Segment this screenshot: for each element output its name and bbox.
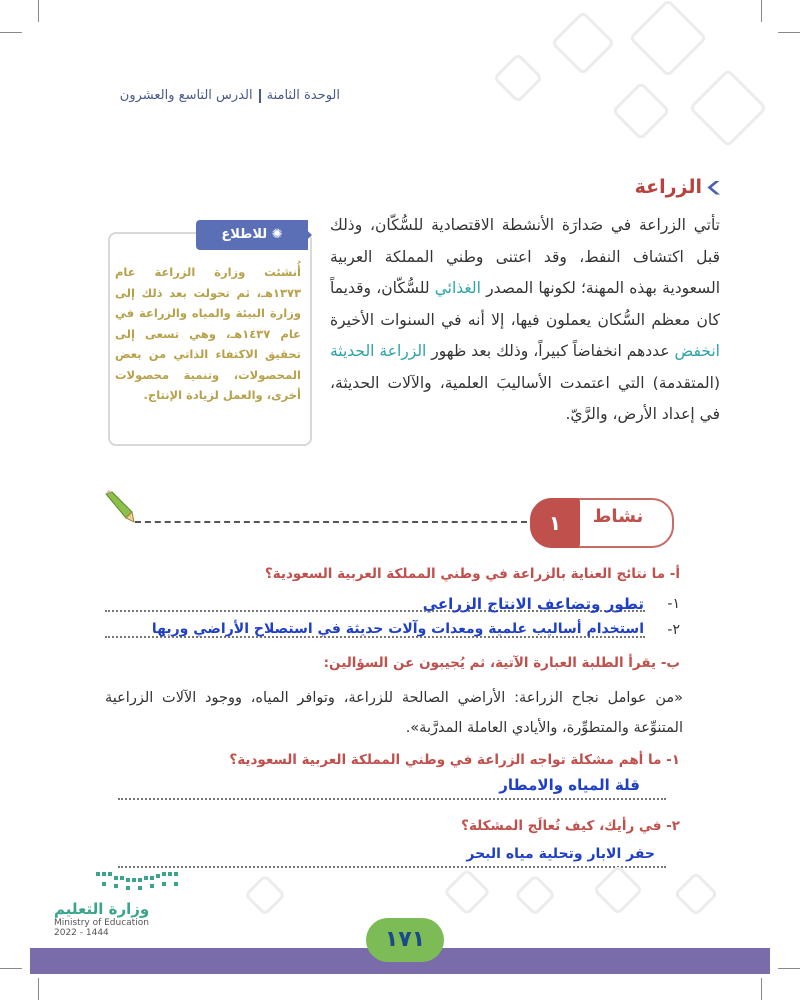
highlight-term: انخفض — [674, 342, 720, 360]
answer-b1[interactable]: قلة المياه والامطار — [499, 776, 640, 794]
crop-mark — [761, 978, 762, 1000]
lesson-label: الدرس التاسع والعشرون — [119, 88, 253, 103]
question-b: ب- يقرأ الطلبة العبارة الآتية، ثم يُجيبون عن السؤالين: — [323, 655, 680, 671]
crop-mark — [38, 978, 39, 1000]
decorative-square — [611, 81, 670, 140]
answer-2[interactable]: استخدام أساليب علمية ومعدات وآلات حديثة في استصلاح الأراضي وريها — [151, 621, 644, 637]
ministry-name-en: Ministry of Education — [54, 918, 149, 928]
activity-label: نشاط — [592, 506, 644, 527]
decorative-square — [673, 871, 718, 916]
decorative-square — [688, 68, 767, 147]
crop-mark — [761, 0, 762, 22]
ministry-year: 2022 - 1444 — [54, 928, 109, 938]
main-paragraph — [330, 210, 720, 431]
highlight-term: الزراعة الحديثة — [330, 342, 427, 360]
crop-mark — [0, 32, 22, 33]
unit-label: الوحدة الثامنة — [266, 88, 340, 103]
crop-mark — [778, 32, 800, 33]
question-b2: ٢- في رأيك، كيف تُعالَج المشكلة؟ — [461, 818, 680, 834]
ministry-name-ar: وزارة التعليم — [54, 900, 150, 918]
answer-b2[interactable]: حفر الابار وتحلية مياه البحر — [466, 846, 655, 862]
answer-1[interactable]: تطور وتضاعف الانتاج الزراعي — [422, 595, 644, 613]
highlight-term: الغذائي — [434, 279, 481, 297]
answer-prefix: ٢- — [667, 622, 680, 638]
answer-line-1 — [105, 596, 680, 618]
chevron-icon — [706, 181, 720, 195]
dotted-line — [118, 866, 666, 868]
crop-mark — [0, 968, 22, 969]
page-number: ١٧١ — [366, 918, 444, 962]
answer-line-2 — [105, 622, 680, 644]
decorative-square — [244, 874, 286, 916]
decorative-square — [443, 868, 491, 916]
decorative-square — [493, 53, 544, 104]
crop-mark — [38, 0, 39, 22]
crop-mark — [778, 968, 800, 969]
paragraph-text: عددهم انخفاضاً كبيراً، وذلك بعد ظهور — [426, 342, 675, 360]
decorative-square — [593, 865, 644, 916]
dotted-line — [118, 798, 666, 800]
paragraph-text: (المتقدمة) التي اعتمدت الأساليبَ العلمية، والآلات الحديثة، في إعداد الأرض، والرَّيّ. — [330, 373, 720, 423]
question-b1: ١- ما أهم مشكلة تواجه الزراعة في وطني المملكة العربية السعودية؟ — [229, 752, 680, 768]
section-title-text: الزراعة — [634, 176, 702, 198]
ministry-logo — [54, 868, 164, 938]
paragraph-text: للسُّكّان، وقديماً كان معظم السُّكان يعملون فيها، إلا أنه في السنوات الأخيرة — [330, 279, 720, 329]
question-a: أ- ما نتائج العناية بالزراعة في وطني المملكة العربية السعودية؟ — [264, 566, 680, 582]
decorative-square — [514, 874, 556, 916]
quote-text: «من عوامل نجاح الزراعة: الأراضي الصالحة للزراعة، وتوافر المياه، ووجود الآلات الزراعية المتنوِّعة والمتطوِّرة، والأيادي العاملة المدرَّبة». — [105, 690, 683, 736]
dashed-divider — [135, 521, 527, 523]
activity-number: ١ — [530, 498, 580, 548]
pencil-icon — [102, 490, 136, 524]
header-separator — [259, 89, 261, 103]
paragraph-text: تأتي الزراعة في صَدارَة الأنشطة الاقتصادية للسُّكّان، وذلك قبل اكتشاف النفط، وقد اعتنى وطني المملكة العربية السعودية بهذه المهنة؛ لكونها المصدر — [330, 216, 721, 297]
decorative-square — [550, 10, 615, 75]
decorative-square — [628, 0, 707, 78]
info-text: أُنشئت وزارة الزراعة عام ١٣٧٣هـ، ثم تحولت بعد ذلك إلى وزارة البيئة والمياه والزراعة في عام ١٤٣٧هـ، وهي تسعى إلى تحقيق الاكتفاء الذاتي من بعض المحصولات، وتنمية محصولات أخرى، والعمل لزيادة الإنتاج. — [115, 265, 301, 402]
lightbulb-icon: ✺ — [271, 227, 283, 242]
info-badge-label: للاطلاع — [221, 227, 268, 242]
info-badge — [196, 220, 308, 250]
answer-prefix: ١- — [667, 596, 680, 612]
page-header — [90, 88, 340, 103]
ministry-emblem-icon — [94, 868, 184, 898]
section-title — [520, 176, 720, 198]
